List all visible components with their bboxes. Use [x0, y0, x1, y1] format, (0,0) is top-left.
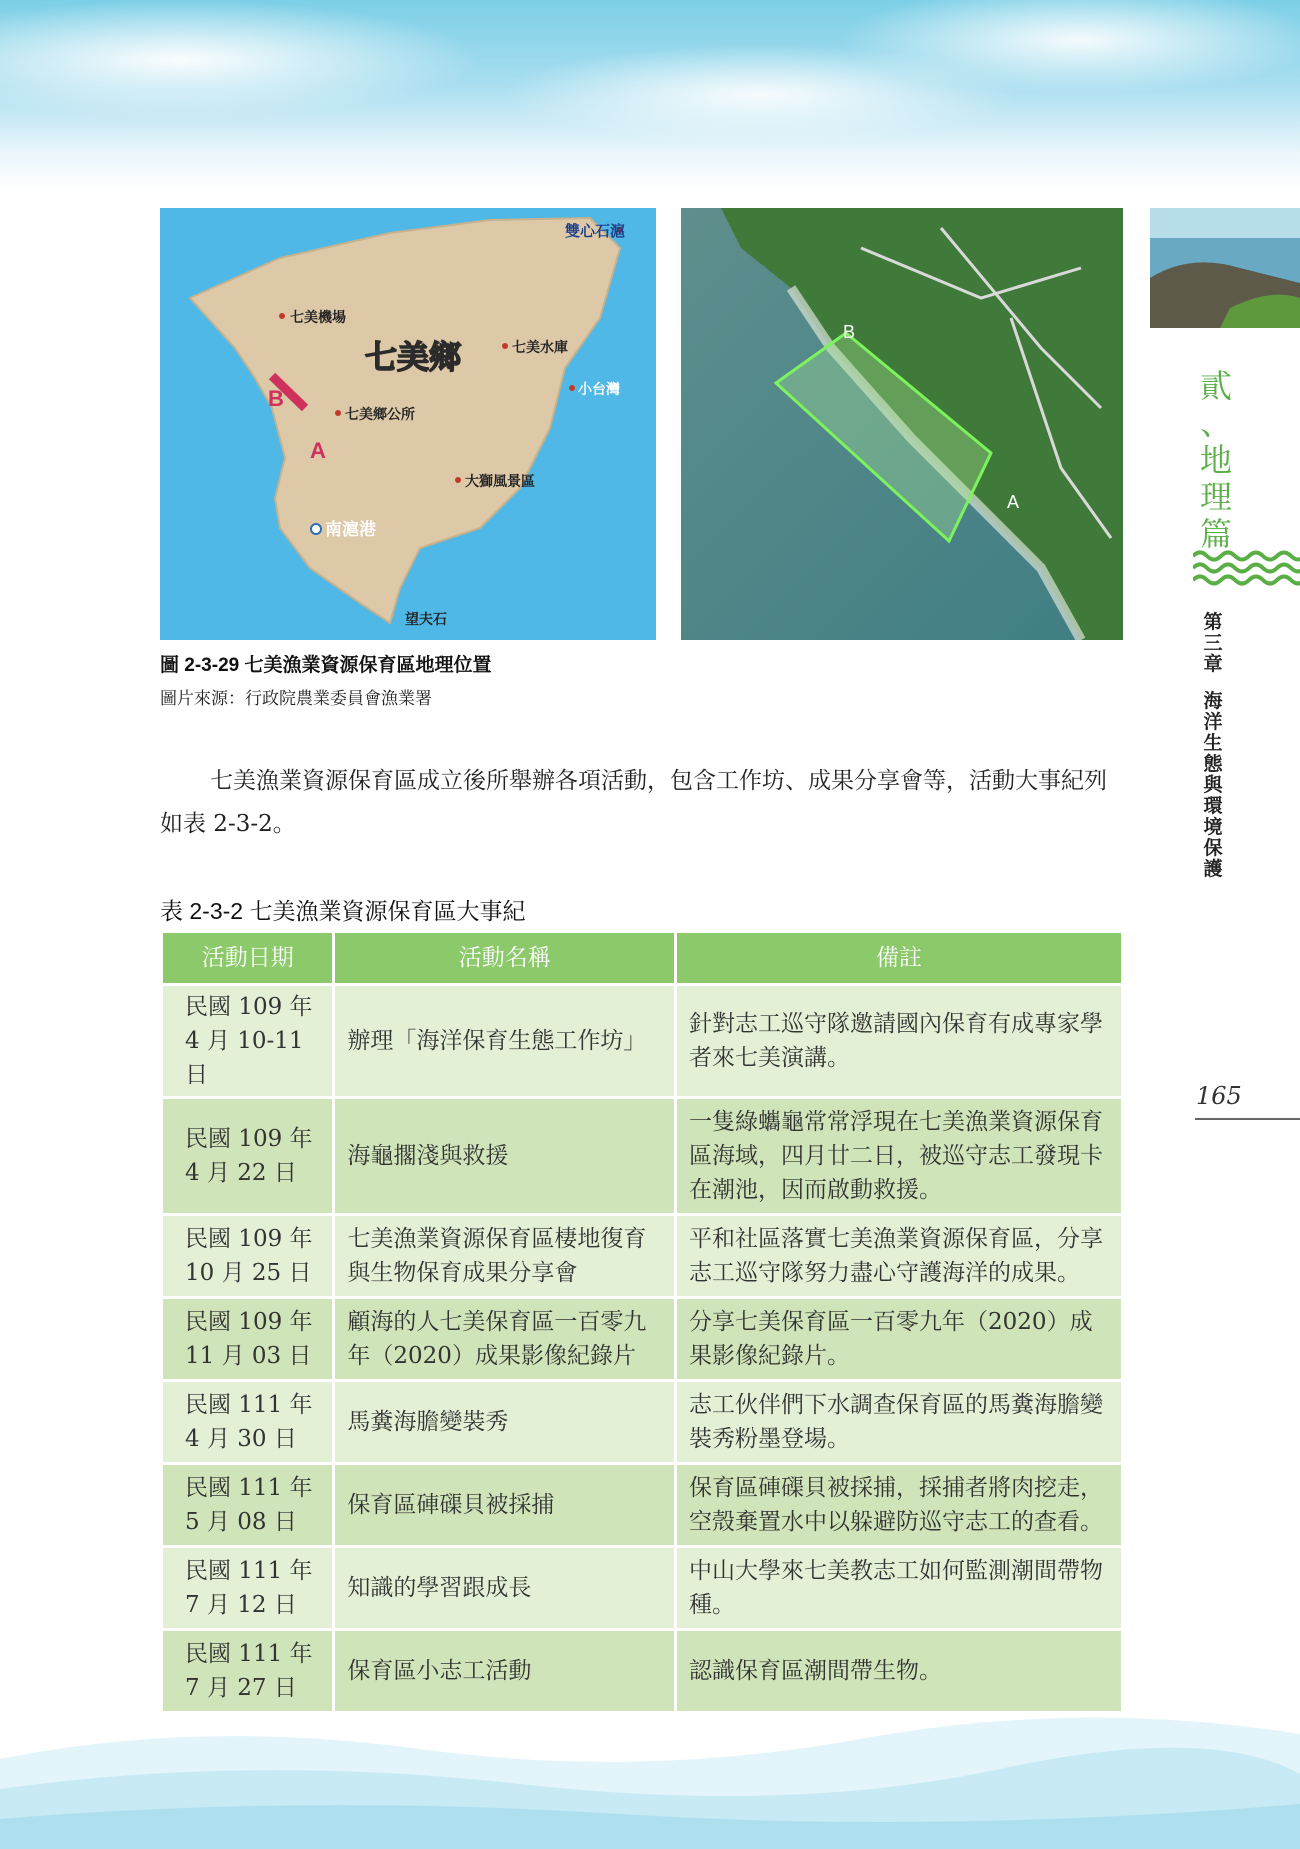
row-date-year: 民國 109 年 — [185, 994, 313, 1020]
label-reservoir: 七美水庫 — [512, 339, 568, 355]
table-row — [163, 1099, 1121, 1213]
body-paragraph: 七美漁業資源保育區成立後所舉辦各項活動，包含工作坊、成果分享會等，活動大事紀列如表 2-3-2。 — [160, 768, 1107, 837]
row-date-year: 民國 109 年 — [185, 1126, 313, 1152]
table-title: 表 2-3-2 七美漁業資源保育區大事紀 — [160, 898, 526, 924]
row-date-year: 民國 109 年 — [185, 1309, 313, 1335]
row-note: 保育區硨磲貝被採捕，採捕者將肉挖走，空殼棄置水中以躲避防巡守志工的查看。 — [677, 1465, 1121, 1545]
chapter-char: 第 — [1203, 612, 1223, 633]
row-date — [163, 1465, 332, 1545]
row-note: 一隻綠蠵龜常常浮現在七美漁業資源保育區海域，四月廿二日，被巡守志工發現卡在潮池，因而啟動救援。 — [677, 1099, 1121, 1213]
page-number: 165 — [1196, 1082, 1242, 1110]
row-date-year: 民國 111 年 — [185, 1392, 313, 1418]
row-date — [163, 1382, 332, 1462]
chapter-char: 保 — [1203, 838, 1223, 859]
row-date-day: 4 月 30 日 — [185, 1426, 297, 1452]
table-row — [163, 1465, 1121, 1545]
row-activity: 海龜擱淺與救援 — [335, 1099, 674, 1213]
chapter-char: 與 — [1203, 775, 1223, 796]
header-sky-banner — [0, 0, 1300, 190]
table-row — [163, 1299, 1121, 1379]
page-number-rule — [1195, 1118, 1300, 1120]
section-title-char: 篇 — [1199, 515, 1232, 553]
row-date — [163, 1548, 332, 1628]
row-date — [163, 986, 332, 1096]
row-activity: 馬糞海膽變裝秀 — [335, 1382, 674, 1462]
sat-label-b: B — [843, 322, 856, 342]
chapter-char: 章 — [1203, 654, 1223, 675]
chapter-label-vertical — [1198, 612, 1228, 880]
label-nanhu: 南滬港 — [325, 520, 376, 539]
row-date-year: 民國 111 年 — [185, 1641, 313, 1667]
township-map — [160, 208, 656, 640]
wave-ornament-icon — [1193, 548, 1300, 588]
row-date — [163, 1216, 332, 1296]
label-shuangxin: 雙心石滬 — [565, 223, 626, 240]
row-note: 中山大學來七美教志工如何監測潮間帶物種。 — [677, 1548, 1121, 1628]
chapter-char: 海 — [1203, 691, 1223, 712]
section-title-char: 貳 — [1199, 367, 1232, 405]
row-date-day: 4 月 10-11 日 — [185, 1028, 304, 1088]
label-office: 七美鄉公所 — [345, 406, 415, 422]
row-activity: 知識的學習跟成長 — [335, 1548, 674, 1628]
footer-wave-decoration — [0, 1699, 1300, 1849]
chapter-char: 生 — [1203, 733, 1223, 754]
chapter-char: 境 — [1203, 817, 1223, 838]
table-row — [163, 1216, 1121, 1296]
row-date-day: 4 月 22 日 — [185, 1160, 297, 1186]
coast-photo — [1150, 208, 1300, 328]
chapter-char: 三 — [1203, 633, 1223, 654]
row-date-year: 民國 111 年 — [185, 1475, 313, 1501]
figure-caption: 圖 2-3-29 七美漁業資源保育區地理位置 — [160, 655, 492, 676]
section-title-vertical — [1196, 368, 1236, 553]
table-row — [163, 1548, 1121, 1628]
section-title-char: 理 — [1199, 478, 1232, 516]
figure-source: 圖片來源：行政院農業委員會漁業署 — [160, 689, 432, 708]
row-note: 平和社區落實七美漁業資源保育區，分享志工巡守隊努力盡心守護海洋的成果。 — [677, 1216, 1121, 1296]
row-activity: 顧海的人七美保育區一百零九年（2020）成果影像紀錄片 — [335, 1299, 674, 1379]
row-date-year: 民國 109 年 — [185, 1226, 313, 1252]
table-row — [163, 1382, 1121, 1462]
row-date-day: 7 月 27 日 — [185, 1675, 297, 1701]
row-date-year: 民國 111 年 — [185, 1558, 313, 1584]
label-airport: 七美機場 — [290, 309, 346, 325]
chapter-char: 洋 — [1203, 712, 1223, 733]
header-name: 活動名稱 — [335, 933, 674, 983]
row-date-day: 7 月 12 日 — [185, 1592, 297, 1618]
row-note: 認識保育區潮間帶生物。 — [677, 1631, 1121, 1711]
row-activity: 保育區硨磲貝被採捕 — [335, 1465, 674, 1545]
label-point-b: B — [268, 386, 284, 411]
events-table — [160, 930, 1124, 1714]
header-date: 活動日期 — [163, 933, 332, 983]
label-point-a: A — [310, 438, 326, 463]
label-xiaotaiwan: 小台灣 — [578, 381, 620, 397]
chapter-char: 態 — [1203, 754, 1223, 775]
row-date — [163, 1299, 332, 1379]
header-note: 備註 — [677, 933, 1121, 983]
chapter-char: 護 — [1203, 859, 1223, 880]
chapter-char: 環 — [1203, 796, 1223, 817]
label-dashi: 大獅風景區 — [465, 473, 535, 489]
row-activity: 辦理「海洋保育生態工作坊」 — [335, 986, 674, 1096]
row-date-day: 11 月 03 日 — [185, 1343, 312, 1369]
row-note: 志工伙伴們下水調查保育區的馬糞海膽變裝秀粉墨登場。 — [677, 1382, 1121, 1462]
row-note: 針對志工巡守隊邀請國內保育有成專家學者來七美演講。 — [677, 986, 1121, 1096]
row-activity: 保育區小志工活動 — [335, 1631, 674, 1711]
satellite-map — [681, 208, 1123, 640]
row-activity: 七美漁業資源保育區棲地復育與生物保育成果分享會 — [335, 1216, 674, 1296]
row-note: 分享七美保育區一百零九年（2020）成果影像紀錄片。 — [677, 1299, 1121, 1379]
row-date-day: 10 月 25 日 — [185, 1260, 312, 1286]
section-title-char: 、 — [1199, 404, 1232, 442]
table-row — [163, 986, 1121, 1096]
section-title-char: 地 — [1199, 441, 1232, 479]
sat-label-a: A — [1007, 492, 1020, 512]
label-wangfu: 望夫石 — [405, 611, 447, 627]
row-date-day: 5 月 08 日 — [185, 1509, 297, 1535]
label-township: 七美鄉 — [365, 339, 462, 375]
table-header-row — [163, 933, 1121, 983]
row-date — [163, 1099, 332, 1213]
